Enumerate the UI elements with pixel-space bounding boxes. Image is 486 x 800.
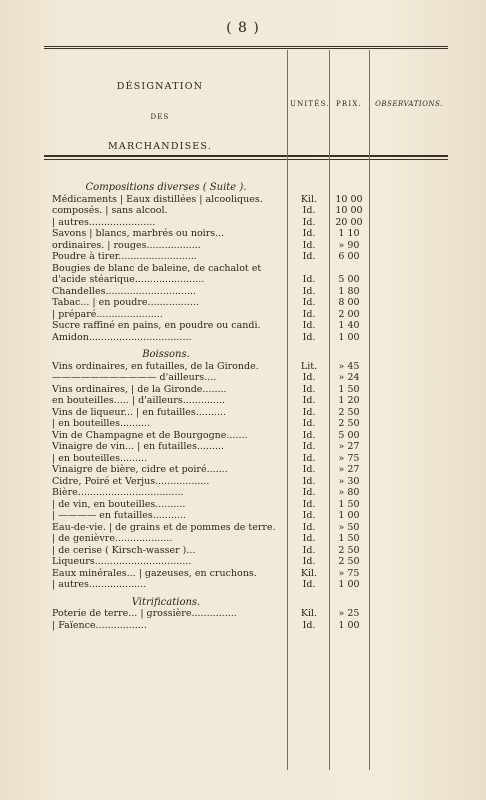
designation-cell: Vitrifications.	[131, 596, 201, 608]
table-row	[44, 361, 448, 373]
designation-cell: ——————————— d'ailleurs....	[52, 372, 217, 383]
unit-cell: Id.	[302, 331, 316, 343]
price-cell: 5 00	[338, 274, 360, 285]
table-row	[44, 309, 448, 321]
table-row	[44, 286, 448, 298]
section-heading	[44, 597, 448, 609]
table-row	[44, 464, 448, 476]
table-row	[44, 487, 448, 499]
unit-cell: Id.	[302, 216, 316, 228]
table-row	[44, 476, 448, 488]
unit-cell: Id.	[302, 452, 316, 464]
unit-cell: Id.	[302, 308, 316, 320]
designation-cell: | de cerise ( Kirsch-wasser )...	[52, 544, 196, 556]
price-cell: 20 00	[335, 216, 363, 228]
table-row	[44, 384, 448, 396]
unit-cell: Id.	[302, 285, 316, 297]
price-cell: » 75	[338, 452, 360, 464]
table-row	[44, 263, 448, 275]
unit-cell: Id.	[302, 251, 316, 262]
tariff-table	[44, 176, 448, 631]
designation-cell: Vins ordinaires, en futailles, de la Gironde.	[52, 360, 259, 372]
designation-cell: Chandelles..............................	[52, 285, 197, 297]
designation-cell: | autres...................	[52, 579, 147, 590]
price-cell: » 80	[338, 487, 360, 498]
price-cell: » 45	[338, 360, 360, 372]
price-cell: 2 50	[338, 544, 360, 556]
designation-cell: | Faïence.................	[52, 619, 147, 631]
designation-cell: | autres......................	[52, 216, 156, 228]
unit-cell: Id.	[302, 475, 316, 487]
unit-cell: Id.	[302, 441, 316, 452]
table-row	[44, 499, 448, 511]
table-row	[44, 418, 448, 430]
table-row	[44, 556, 448, 568]
header-observations: OBSERVATIONS.	[375, 100, 443, 108]
price-cell: 2 00	[338, 308, 360, 320]
table-row	[44, 274, 448, 286]
table-row	[44, 533, 448, 545]
designation-cell: Médicaments | Eaux distillées | alcooliques.	[52, 193, 263, 205]
unit-cell: Id.	[302, 383, 316, 395]
price-cell: » 90	[338, 239, 360, 251]
designation-cell: Bière...................................	[52, 487, 184, 498]
price-cell: » 30	[338, 475, 360, 487]
unit-cell: Id.	[302, 487, 316, 498]
table-row	[44, 522, 448, 534]
price-cell: 1 00	[338, 331, 360, 343]
top-rule	[44, 46, 448, 50]
unit-cell: Kil.	[300, 608, 318, 619]
header-designation	[60, 72, 260, 162]
price-cell: 10 00	[335, 193, 363, 205]
page-number: ( 8 )	[226, 20, 260, 36]
price-cell: 10 00	[335, 205, 363, 216]
table-row	[44, 228, 448, 240]
unit-cell: Id.	[302, 464, 316, 475]
designation-cell: Vin de Champagne et de Bourgogne.......	[52, 429, 248, 441]
header-unites: UNITÉS.	[290, 100, 330, 108]
price-cell: 5 00	[338, 429, 360, 441]
price-cell: » 27	[338, 441, 360, 452]
designation-cell: Eaux minérales... | gazeuses, en cruchons.	[52, 567, 257, 579]
price-cell: » 27	[338, 464, 360, 475]
unit-cell: Id.	[302, 510, 316, 521]
table-row	[44, 320, 448, 332]
unit-cell: Id.	[302, 579, 316, 590]
designation-cell: Savons | blancs, marbrés ou noirs...	[52, 228, 225, 239]
table-row	[44, 240, 448, 252]
unit-cell: Id.	[302, 406, 316, 418]
price-cell: 1 40	[338, 320, 360, 331]
unit-cell: Id.	[302, 274, 316, 285]
table-row	[44, 205, 448, 217]
designation-cell: Vinaigre de bière, cidre et poiré.......	[52, 464, 228, 475]
table-row	[44, 441, 448, 453]
designation-cell: Liqueurs................................	[52, 556, 192, 567]
price-cell: 8 00	[338, 297, 360, 308]
unit-cell: Id.	[302, 544, 316, 556]
designation-cell: Bougies de blanc de baleine, de cachalot et	[52, 262, 262, 274]
designation-cell: Boissons.	[142, 349, 190, 360]
unit-cell: Id.	[302, 228, 316, 239]
price-cell: 1 20	[338, 395, 360, 406]
designation-cell: composés. | sans alcool.	[52, 205, 168, 216]
price-cell: 2 50	[338, 406, 360, 418]
unit-cell: Kil.	[300, 193, 318, 205]
designation-cell: Tabac... | en poudre.................	[52, 297, 199, 308]
unit-cell: Id.	[302, 556, 316, 567]
unit-cell: Id.	[302, 395, 316, 406]
price-cell: 1 00	[338, 510, 360, 521]
unit-cell: Lit.	[300, 360, 318, 372]
price-cell: 1 00	[338, 619, 360, 631]
unit-cell: Id.	[302, 533, 316, 544]
designation-cell: | préparé......................	[52, 308, 163, 320]
unit-cell: Kil.	[300, 567, 318, 579]
table-row	[44, 430, 448, 442]
table-row	[44, 545, 448, 557]
designation-cell: | en bouteilles.........	[52, 452, 148, 464]
table-row	[44, 620, 448, 632]
designation-cell: Eau-de-vie. | de grains et de pommes de terre.	[52, 521, 276, 533]
section-heading	[44, 349, 448, 361]
unit-cell: Id.	[302, 372, 316, 383]
table-row	[44, 407, 448, 419]
price-cell: » 50	[338, 521, 360, 533]
price-cell: » 75	[338, 567, 360, 579]
designation-cell: Poterie de terre... | grossière...............	[52, 608, 237, 619]
table-row	[44, 510, 448, 522]
designation-cell: Amidon..................................	[52, 331, 192, 343]
designation-cell: Poudre à tirer..........................	[52, 251, 197, 262]
designation-cell: | de genièvre...................	[52, 533, 173, 544]
price-cell: 1 50	[338, 498, 360, 510]
unit-cell: Id.	[302, 498, 316, 510]
table-row	[44, 568, 448, 580]
unit-cell: Id.	[302, 205, 316, 216]
price-cell: 1 10	[338, 228, 360, 239]
unit-cell: Id.	[302, 239, 316, 251]
designation-cell: Sucre raffiné en pains, en poudre ou candi.	[52, 320, 261, 331]
designation-cell: d'acide stéarique.......................	[52, 274, 205, 285]
price-cell: 2 50	[338, 418, 360, 429]
table-row	[44, 608, 448, 620]
price-cell: 6 00	[338, 251, 360, 262]
unit-cell: Id.	[302, 521, 316, 533]
designation-cell: Cidre, Poiré et Verjus..................	[52, 475, 210, 487]
unit-cell: Id.	[302, 320, 316, 331]
table-row	[44, 395, 448, 407]
designation-cell: | de vin, en bouteilles..........	[52, 498, 186, 510]
table-row	[44, 372, 448, 384]
designation-cell: Vinaigre de vin... | en futailles.........	[52, 441, 225, 452]
header-prix: PRIX.	[336, 100, 362, 108]
table-row	[44, 217, 448, 229]
table-row	[44, 194, 448, 206]
table-row	[44, 297, 448, 309]
unit-cell: Id.	[302, 297, 316, 308]
designation-cell: en bouteilles..... | d'ailleurs..............	[52, 395, 225, 406]
unit-cell: Id.	[302, 429, 316, 441]
designation-cell: Vins de liqueur... | en futailles..........	[52, 406, 226, 418]
price-cell: 1 80	[338, 285, 360, 297]
section-heading	[44, 182, 448, 194]
price-cell: 1 50	[338, 383, 360, 395]
table-row	[44, 332, 448, 344]
unit-cell: Id.	[302, 418, 316, 429]
designation-cell: ordinaires. | rouges..................	[52, 239, 201, 251]
designation-cell: Vins ordinaires, | de la Gironde........	[52, 383, 227, 395]
header-designation-line-1: DÉSIGNATION	[116, 81, 204, 92]
price-cell: 1 50	[338, 533, 360, 544]
table-row	[44, 453, 448, 465]
header-designation-line-3: MARCHANDISES.	[107, 141, 213, 152]
price-cell: » 24	[338, 372, 360, 383]
designation-cell: | ———— en futailles...........	[52, 510, 186, 521]
table-row	[44, 579, 448, 591]
designation-cell: | en bouteilles..........	[52, 418, 151, 429]
designation-cell: Compositions diverses ( Suite ).	[85, 182, 247, 193]
table-row	[44, 251, 448, 263]
price-cell: 1 00	[338, 579, 360, 590]
unit-cell: Id.	[302, 619, 316, 631]
price-cell: » 25	[338, 608, 360, 619]
header-designation-line-2: DES	[150, 113, 170, 121]
price-cell: 2 50	[338, 556, 360, 567]
